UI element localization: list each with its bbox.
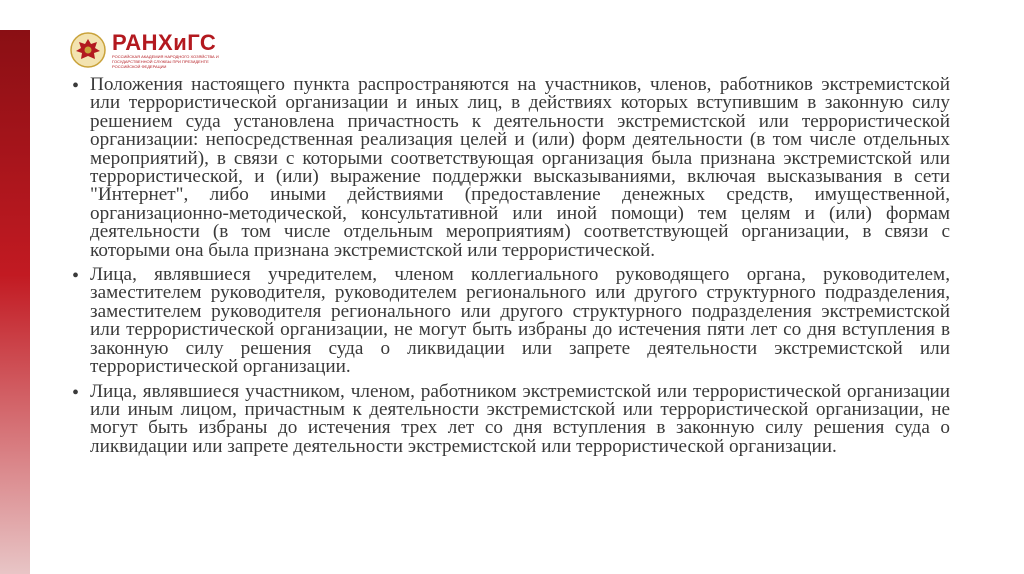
bullet-text: Лица, являвшиеся участником, членом, работником экстремистской или террористической организации или иным лицом, причастным к деятельности экстремистской или террористической организации, не могут быть избраны до истечения трех лет со дня вступления в законную силу решения суда о ликвидации или запрете деятельности экстремистской или террористической организации. xyxy=(90,380,950,457)
bullet-text: Положения настоящего пункта распространяются на участников, членов, работников экстремистской или террористической организации и иных лиц, в действиях которых вступившим в законную силу решением суда установлена причастность к деятельности экстремистской или террористической организации: непосредственная реализация целей и (или) форм деятельности (в том числе отдельных мероприятий), в связи с которыми соответствующая организация была признана экстремистской или террористической, и (или) выражение поддержки высказываниями, включая высказывания в сети "Интернет", либо иными действиями (предоставление денежных средств, имущественной, организационно-методической, консультативной или иной помощи) тем целям и (или) формам деятельности (в том числе отдельным мероприятиям) соответствующей организации, в связи с которыми она была признана экстремистской или террористической. xyxy=(90,74,950,261)
bullet-text: Лица, являвшиеся учредителем, членом коллегиального руководящего органа, руководителем, заместителем руководителя, руководителем регионального или другого структурного подразделения, заместителем руководителя регионального или другого структурного подразделения экстремистской или террористической организации, не могут быть избраны до истечения пяти лет со дня вступления в законную силу решения суда о ликвидации или запрете деятельности экстремистской или террористической организации. xyxy=(90,264,950,378)
bullet-item xyxy=(70,76,950,260)
decorative-side-bar xyxy=(0,30,30,574)
bullet-icon: • xyxy=(72,265,80,288)
bullet-icon: • xyxy=(72,381,80,404)
logo-name: РАНХиГС xyxy=(112,29,217,55)
ranepa-logo xyxy=(70,30,224,70)
double-headed-eagle-emblem-icon xyxy=(70,32,106,68)
bullet-icon: • xyxy=(72,75,80,97)
logo-subtitle: РОССИЙСКАЯ АКАДЕМИЯ НАРОДНОГО ХОЗЯЙСТВА И ГОСУДАРСТВЕННОЙ СЛУЖБЫ ПРИ ПРЕЗИДЕНТЕ РОССИЙСКОЙ ФЕДЕРАЦИИ xyxy=(112,53,219,69)
bullet-item xyxy=(70,266,950,376)
bullet-item xyxy=(70,380,950,457)
slide-content xyxy=(70,76,950,462)
